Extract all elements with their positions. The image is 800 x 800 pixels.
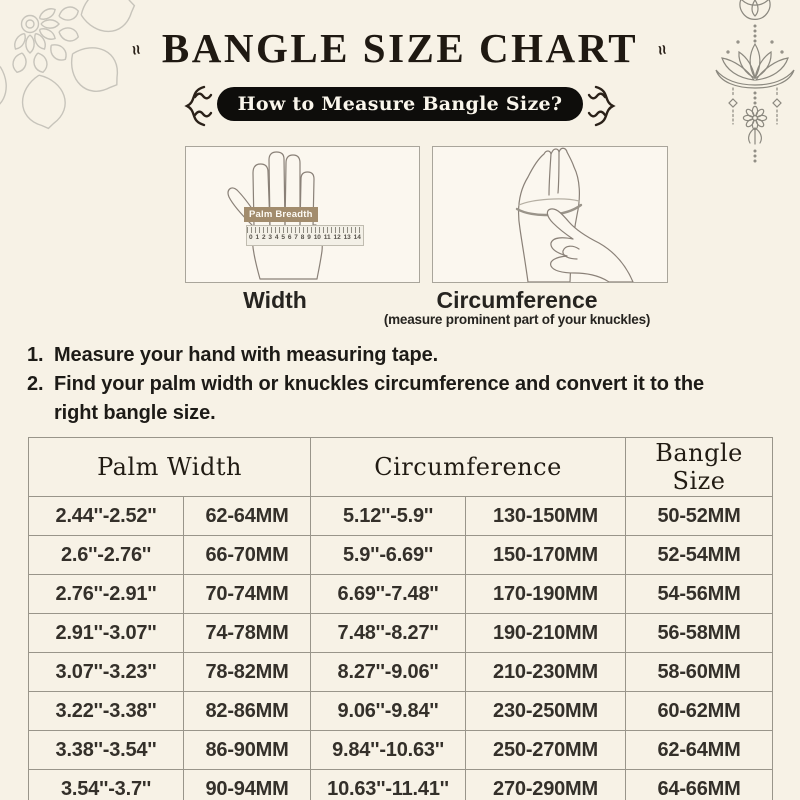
palm-breadth-label: Palm Breadth xyxy=(244,207,318,222)
table-row: 2.44''-2.52'' 62-64MM 5.12''-5.9'' 130-150MM 50-52MM xyxy=(29,497,773,536)
table-row: 2.6''-2.76'' 66-70MM 5.9''-6.69'' 150-170MM 52-54MM xyxy=(29,536,773,575)
small-flower-icon xyxy=(743,106,766,129)
table-row: 2.91''-3.07'' 74-78MM 7.48''-8.27'' 190-210MM 56-58MM xyxy=(29,614,773,653)
step-text: right bangle size. xyxy=(54,402,216,424)
instruction-step-2 xyxy=(27,370,787,428)
table-row: 3.22''-3.38'' 82-86MM 9.06''-9.84'' 230-250MM 60-62MM xyxy=(29,692,773,731)
table-row: 3.38''-3.54'' 86-90MM 9.84''-10.63'' 250-270MM 62-64MM xyxy=(29,731,773,770)
how-to-measure-pill: How to Measure Bangle Size? xyxy=(217,87,583,121)
hand-circumference-illustration xyxy=(432,146,668,283)
squiggle-ornament-right-icon xyxy=(586,84,622,128)
instruction-step-1 xyxy=(27,341,787,370)
circumference-note: (measure prominent part of your knuckles) xyxy=(383,312,651,327)
hand-width-illustration xyxy=(185,146,420,283)
measuring-tape-ruler xyxy=(246,225,364,246)
table-row: 2.76''-2.91'' 70-74MM 6.69''-7.48'' 170-190MM 54-56MM xyxy=(29,575,773,614)
table-row: 3.54''-3.7'' 90-94MM 10.63''-11.41'' 270-290MM 64-66MM xyxy=(29,770,773,800)
header-palm-width: Palm Width xyxy=(29,438,311,497)
squiggle-ornament-left-icon xyxy=(178,84,214,128)
header-bangle-size: Bangle Size xyxy=(626,438,773,497)
table-header-row xyxy=(29,438,773,497)
instructions-list xyxy=(27,341,787,428)
step-number: 2. xyxy=(27,373,44,395)
page-title: BANGLE SIZE CHART xyxy=(161,25,639,71)
bangle-size-table xyxy=(28,437,773,800)
step-number: 1. xyxy=(27,344,44,366)
ruler-numbers: 0 1 2 3 4 5 6 7 8 9 10 11 12 13 14 xyxy=(249,234,361,241)
width-caption: Width xyxy=(243,287,307,313)
knuckle-measure-drawing-icon xyxy=(433,147,667,282)
title-tilde-right-icon: ≈ xyxy=(651,43,673,57)
circumference-caption: Circumference xyxy=(436,287,598,313)
header-circumference: Circumference xyxy=(311,438,626,497)
step-text: Find your palm width or knuckles circumference and convert it to the xyxy=(54,373,704,395)
table-row: 3.07''-3.23'' 78-82MM 8.27''-9.06'' 210-230MM 58-60MM xyxy=(29,653,773,692)
title-tilde-left-icon: ≈ xyxy=(125,43,147,57)
mandala-flower-icon xyxy=(0,0,150,150)
step-text: Measure your hand with measuring tape. xyxy=(54,344,439,366)
